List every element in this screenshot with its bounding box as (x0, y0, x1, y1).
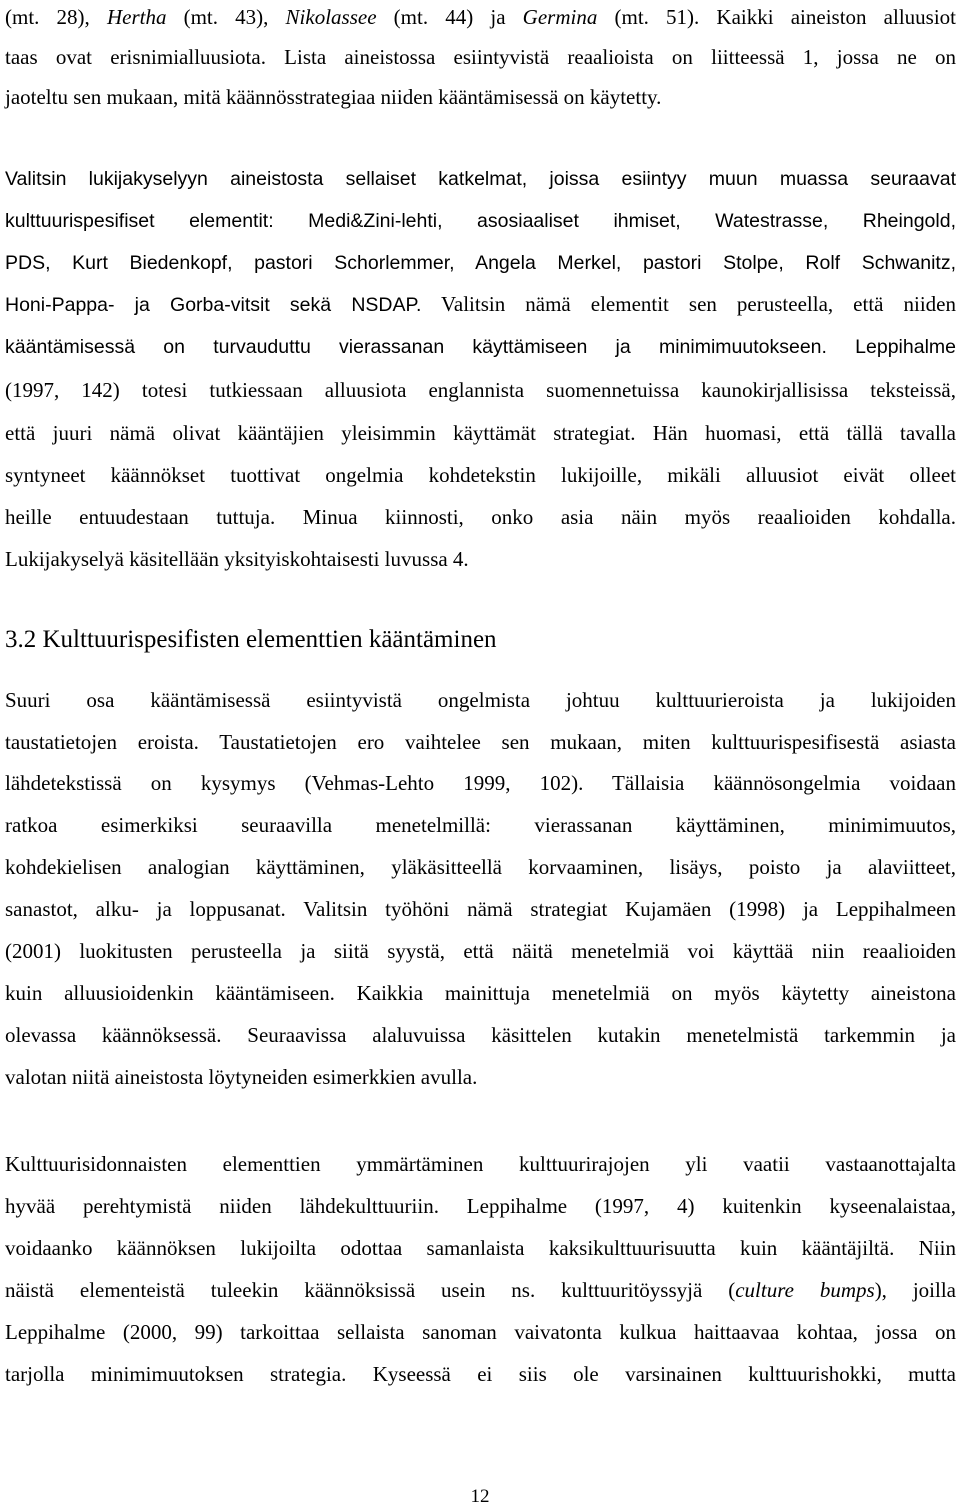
text-line: tarjolla minimimuutoksen strategia. Kyseessä ei siis ole varsinainen kulttuurishokki, mutta (5, 1362, 956, 1386)
emphasis: Germina (522, 5, 598, 29)
text-line: syntyneet käännökset tuottivat ongelmia kohdetekstin lukijoille, mikäli alluusiot eivät olleet (5, 463, 956, 487)
text-line: (mt. 28), Hertha (mt. 43), Nikolassee (mt. 44) ja Germina (mt. 51). Kaikki aineiston alluusiot (5, 5, 957, 29)
text-line: voidaanko käännöksen lukijoilta odottaa samanlaista kaksikulttuurisuutta kuin kääntäjiltä. Niin (5, 1236, 956, 1260)
page-number: 12 (470, 1486, 490, 1507)
text-line: kääntämisessä on turvauduttu vierassanan käyttämiseen ja minimimuutokseen. Leppihalme (5, 336, 956, 358)
text-line: (1997, 142) totesi tutkiessaan alluusiota englannista suomennetuissa kaunokirjallisissa teksteissä, (5, 378, 956, 402)
text-line: että juuri nämä olivat kääntäjien yleisimmin käyttämät strategiat. Hän huomasi, että tällä tavalla (5, 421, 956, 445)
text-line: Kulttuurisidonnaisten elementtien ymmärtäminen kulttuurirajojen yli vaatii vastaanottajalta (5, 1152, 956, 1176)
text-line: (2001) luokitusten perusteella ja siitä syystä, että näitä menetelmiä voi käyttää niin reaalioiden (5, 939, 956, 963)
text-line: kulttuurispesifiset elementit: Medi&Zini-lehti, asosiaaliset ihmiset, Watestrasse, Rheingold, (5, 210, 956, 232)
text-line: Leppihalme (2000, 99) tarkoittaa sellaista sanoman vaivatonta kulkua haittaavaa kohtaa, jossa on (5, 1320, 956, 1344)
emphasis: Nikolassee (285, 5, 377, 29)
text-line: Valitsin lukijakyselyyn aineistosta sellaiset katkelmat, joissa esiintyy muun muassa seuraavat (5, 168, 956, 190)
text-line: taas ovat erisnimialluusiota. Lista aineistossa esiintyvistä reaalioista on liitteessä 1, jossa ne on (5, 45, 956, 69)
text-line: ratkoa esimerkiksi seuraavilla menetelmillä: vierassanan käyttäminen, minimimuutos, (5, 813, 956, 837)
text-line: PDS, Kurt Biedenkopf, pastori Schorlemmer, Angela Merkel, pastori Stolpe, Rolf Schwanitz, (5, 252, 956, 274)
text-line: sanastot, alku- ja loppusanat. Valitsin työhöni nämä strategiat Kujamäen (1998) ja Leppihalmeen (5, 897, 956, 921)
section-heading: 3.2 Kulttuurispesifisten elementtien kääntäminen (5, 626, 497, 653)
text-line: jaoteltu sen mukaan, mitä käännösstrategiaa niiden kääntämisessä on käytetty. (5, 85, 662, 109)
text-line: taustatietojen eroista. Taustatietojen ero vaihtelee sen mukaan, miten kulttuurispesifisestä asiasta (5, 730, 956, 754)
text-line: lähdetekstissä on kysymys (Vehmas-Lehto 1999, 102). Tällaisia käännösongelmia voidaan (5, 771, 956, 795)
text-line: valotan niitä aineistosta löytyneiden esimerkkien avulla. (5, 1065, 478, 1089)
text-line: kohdekielisen analogian käyttäminen, yläkäsitteellä korvaaminen, lisäys, poisto ja alaviitteet, (5, 855, 956, 879)
emphasis: Hertha (106, 5, 167, 29)
text-line: hyvää perehtymistä niiden lähdekulttuuriin. Leppihalme (1997, 4) kuitenkin kyseenalaistaa, (5, 1194, 956, 1218)
text-line: heille entuudestaan tuttuja. Minua kiinnosti, onko asia näin myös reaalioiden kohdalla. (5, 505, 956, 529)
text-line: Suuri osa kääntämisessä esiintyvistä ongelmista johtuu kulttuurieroista ja lukijoiden (5, 688, 956, 712)
text-line: näistä elementeistä tuleekin käännöksissä usein ns. kulttuuritöyssyjä (culture bumps), joilla (5, 1278, 957, 1302)
text-line: Lukijakyselyä käsitellään yksityiskohtaisesti luvussa 4. (5, 547, 469, 571)
text-line: Honi-Pappa- ja Gorba-vitsit sekä NSDAP. Valitsin nämä elementit sen perusteella, että niiden (5, 292, 956, 316)
emphasis: culture bumps (735, 1278, 875, 1302)
text-line: kuin alluusioidenkin kääntämiseen. Kaikkia mainittuja menetelmiä on myös käytetty aineistona (5, 981, 956, 1005)
text-line: olevassa käännöksessä. Seuraavissa alaluvuissa käsittelen kutakin menetelmistä tarkemmin ja (5, 1023, 956, 1047)
